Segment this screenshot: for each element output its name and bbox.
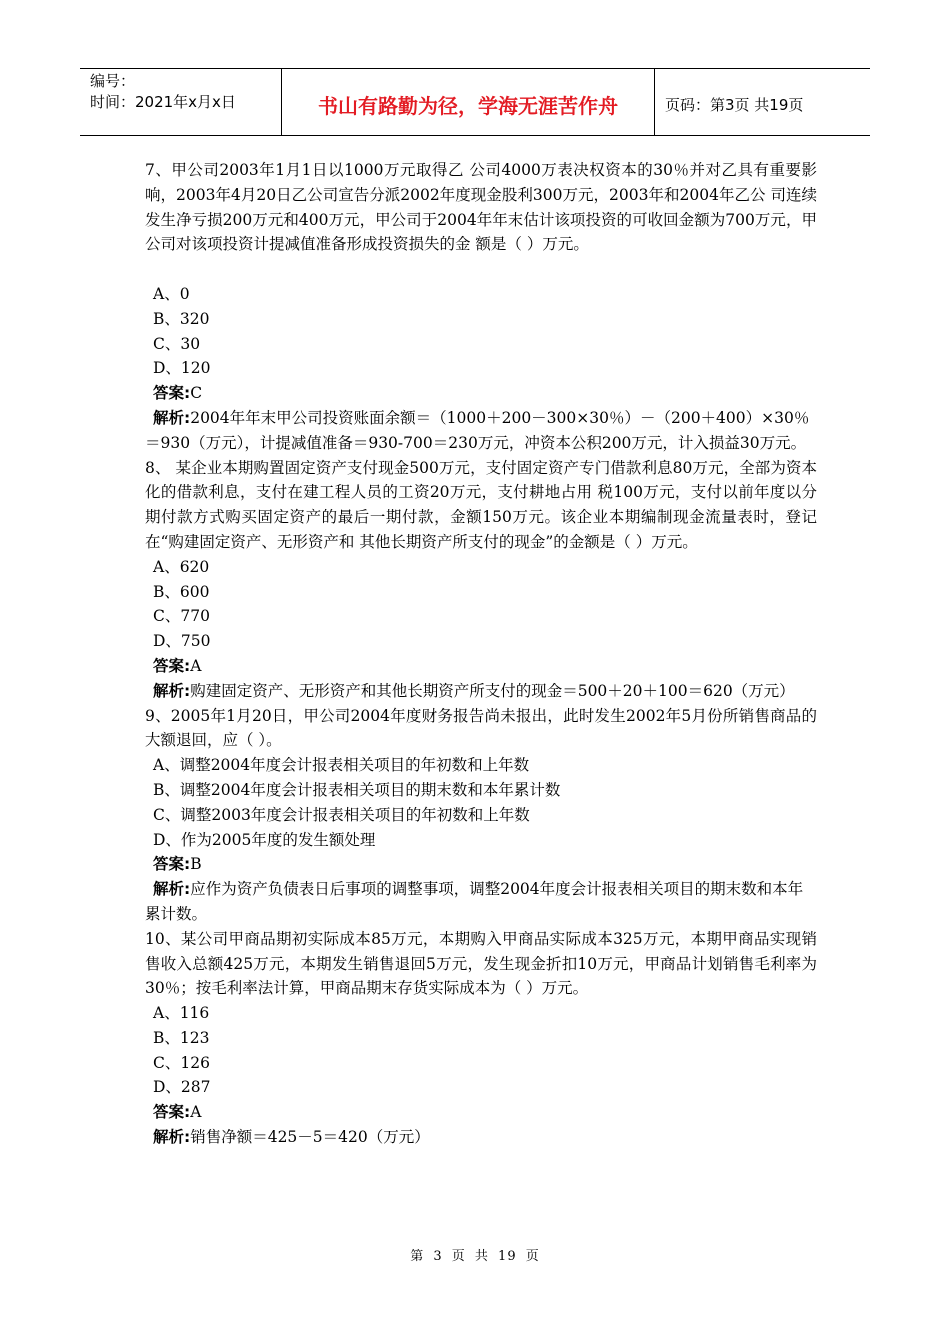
answer-label: 答案:	[153, 855, 191, 874]
option-d: D、作为2005年度的发生额处理	[153, 830, 376, 849]
code-label: 编号：	[90, 72, 136, 90]
answer-value: B	[190, 855, 202, 874]
question-block	[145, 704, 817, 927]
answer-label: 答案:	[153, 384, 191, 403]
question-text: 10、某公司甲商品期初实际成本85万元，本期购入甲商品实际成本325万元，本期甲商品实现销售收入总额425万元，本期发生销售退回5万元，发生现金折扣10万元，甲商品计划销售毛利率为30％；按毛利率法计算，甲商品期末存货实际成本为（ ）万元。	[145, 929, 817, 998]
analysis-line	[145, 877, 817, 927]
option-b: B、320	[153, 309, 210, 328]
question-block	[145, 456, 817, 704]
answer-value: A	[190, 1103, 202, 1122]
option-c: C、126	[153, 1053, 210, 1072]
header-meta	[80, 69, 282, 135]
header-page-number: 页码：第3页 共19页	[665, 95, 804, 114]
answer-line	[145, 1100, 817, 1125]
question-text: 7、甲公司2003年1月1日以1000万元取得乙 公司4000万表决权资本的30％并对乙具有重要影响，2003年4月20日乙公司宣告分派2002年度现金股利300万元，2003年和2004年乙公 司连续发生净亏损200万元和400万元，甲公司于2004年年末估计该项投资的可收回金额为700万元，甲公司对该项投资计提减值准备形成投资损失的金 额是（ ）万元。	[145, 161, 817, 254]
answer-line	[145, 654, 817, 679]
analysis-label: 解析:	[153, 681, 191, 700]
page-header	[80, 68, 870, 136]
option-d: D、120	[153, 359, 211, 378]
option-d: D、287	[153, 1078, 211, 1097]
option-a: A、0	[153, 284, 190, 303]
answer-line	[145, 852, 817, 877]
question-block	[145, 927, 817, 1150]
option-b: B、600	[153, 582, 210, 601]
option-a: A、调整2004年度会计报表相关项目的年初数和上年数	[153, 756, 530, 775]
date-line: 时间：2021年x月x日	[90, 93, 236, 111]
option-a: A、620	[153, 557, 210, 576]
page-footer: 第 3 页 共 19 页	[410, 1249, 540, 1264]
question-content	[145, 158, 817, 1150]
analysis-text: 销售净额＝425－5＝420（万元）	[190, 1128, 430, 1147]
answer-label: 答案:	[153, 656, 191, 675]
answer-label: 答案:	[153, 1103, 191, 1122]
header-motto: 书山有路勤为径，学海无涯苦作舟	[282, 69, 655, 135]
option-c: C、调整2003年度会计报表相关项目的年初数和上年数	[153, 805, 530, 824]
answer-value: C	[190, 384, 203, 403]
option-d: D、750	[153, 632, 211, 651]
analysis-line	[145, 1125, 817, 1150]
analysis-text: 2004年年末甲公司投资账面余额＝（1000＋200－300×30％）－（200＋400）×30％＝930（万元），计提减值准备＝930-700＝230万元，冲资本公积200万元，计入损益30万元。	[145, 408, 810, 452]
analysis-label: 解析:	[153, 408, 191, 427]
option-c: C、30	[153, 334, 201, 353]
analysis-line	[145, 406, 817, 456]
analysis-label: 解析:	[153, 880, 191, 899]
option-c: C、770	[153, 607, 210, 626]
question-block	[145, 158, 817, 456]
analysis-label: 解析:	[153, 1128, 191, 1147]
analysis-text: 应作为资产负债表日后事项的调整事项，调整2004年度会计报表相关项目的期末数和本年累计数。	[145, 880, 804, 923]
analysis-line	[145, 679, 817, 704]
question-text: 8、 某企业本期购置固定资产支付现金500万元，支付固定资产专门借款利息80万元，全部为资本化的借款利息，支付在建工程人员的工资20万元，支付耕地占用 税100万元，支付以前年度以分期付款方式购买固定资产的最后一期付款，金额150万元。该企业本期编制现金流量表时，登记在“购建固定资产、无形资产和 其他长期资产所支付的现金”的金额是（ ）万元。	[145, 458, 817, 551]
option-b: B、调整2004年度会计报表相关项目的期末数和本年累计数	[153, 780, 561, 799]
answer-value: A	[190, 656, 202, 675]
answer-line	[145, 381, 817, 406]
option-b: B、123	[153, 1028, 210, 1047]
analysis-text: 购建固定资产、无形资产和其他长期资产所支付的现金＝500＋20＋100＝620（万元）	[190, 681, 795, 700]
question-text: 9、2005年1月20日，甲公司2004年度财务报告尚未报出，此时发生2002年5月份所销售商品的大额退回，应（ ）。	[145, 706, 817, 750]
option-a: A、116	[153, 1004, 210, 1023]
